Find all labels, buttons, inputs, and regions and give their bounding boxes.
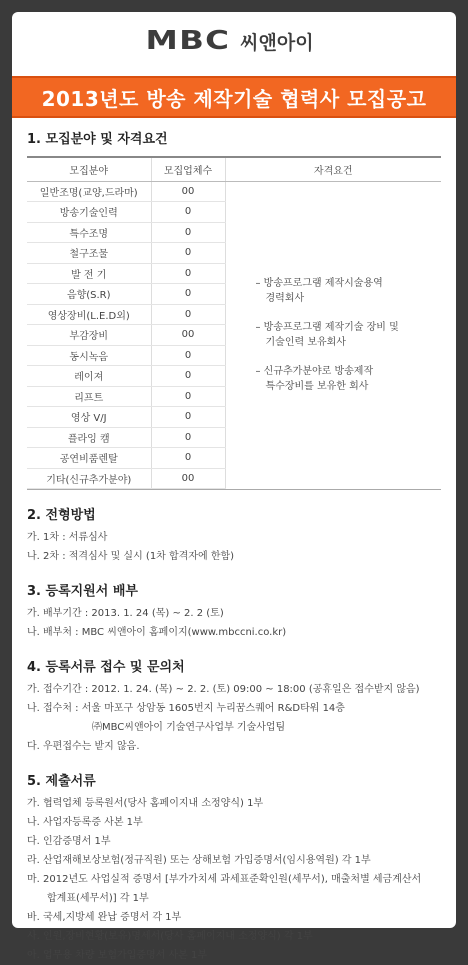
header-count: 모집업체수 xyxy=(151,158,225,181)
count-cell: 0 xyxy=(151,243,225,264)
field-cell: 영상장비(L.E.D외) xyxy=(27,304,151,325)
section-5-line: 라. 산업재해보상보험(정규직원) 또는 상해보험 가입증명서(임시용역원) 각 1부 xyxy=(27,855,371,866)
field-cell: 일반조명(교양,드라마) xyxy=(27,181,151,202)
count-cell: 0 xyxy=(151,304,225,325)
section-5-line: 사. 인원,장비현황(보유)명세서(당사 홈페이지내 소정양식) 각 1부 xyxy=(27,931,313,942)
requirement-item: – 방송프로그램 제작시술용역 경력회사 xyxy=(255,278,383,304)
section-3-line: 가. 배부기간 : 2013. 1. 24 (목) ~ 2. 2 (토) xyxy=(27,608,224,619)
section-1-title: 1. 모집분야 및 자격요건 xyxy=(27,132,168,147)
field-cell: 공연비품렌탈 xyxy=(27,448,151,469)
field-cell: 리프트 xyxy=(27,386,151,407)
requirements-cell xyxy=(225,181,441,489)
header-field: 모집분야 xyxy=(27,158,151,181)
section-5-line: 마. 2012년도 사업실적 증명서 [부가가치세 과세표준확인원(세무서), 매출처별 세금계산서 xyxy=(27,874,422,885)
count-cell: 0 xyxy=(151,427,225,448)
section-4 xyxy=(27,656,441,756)
title-banner xyxy=(12,76,456,118)
section-5-title: 5. 제출서류 xyxy=(27,774,96,789)
count-cell: 0 xyxy=(151,407,225,428)
section-5-line: 나. 사업자등록증 사본 1부 xyxy=(27,817,143,828)
section-5-line: 바. 국세,지방세 완납 증명서 각 1부 xyxy=(27,912,182,923)
section-2-title: 2. 전형방법 xyxy=(27,508,96,523)
field-cell: 동시녹음 xyxy=(27,345,151,366)
count-cell: 0 xyxy=(151,345,225,366)
notice-frame xyxy=(12,12,456,961)
section-3-title: 3. 등록지원서 배부 xyxy=(27,584,138,599)
section-3 xyxy=(27,580,441,642)
section-2-line: 나. 2차 : 적격심사 및 실시 (1차 합격자에 한함) xyxy=(27,551,235,562)
section-5-line: 가. 협력업체 등록원서(당사 홈페이지내 소정양식) 1부 xyxy=(27,798,264,809)
count-cell: 0 xyxy=(151,366,225,387)
count-cell: 0 xyxy=(151,448,225,469)
count-cell: 00 xyxy=(151,468,225,489)
count-cell: 0 xyxy=(151,386,225,407)
section-4-line: ㈜MBC씨앤아이 기술연구사업부 기술사업팀 xyxy=(92,722,286,733)
section-5-line: 아. 업무용 차량 보험가입증명서 사본 1부 xyxy=(27,950,207,961)
section-4-line: 나. 접수처 : 서울 마포구 상암동 1605번지 누리꿈스퀘어 R&D타워 14층 xyxy=(27,703,345,714)
section-4-title: 4. 등록서류 접수 및 문의처 xyxy=(27,660,185,675)
recruitment-table-wrap xyxy=(27,156,441,490)
mbc-logo-mark: MBC xyxy=(145,26,231,56)
section-2-line: 가. 1차 : 서류심사 xyxy=(27,532,108,543)
section-3-line: 나. 배부처 : MBC 씨앤아이 홈페이지(www.mbccni.co.kr) xyxy=(27,627,287,638)
count-cell: 0 xyxy=(151,222,225,243)
header-requirements: 자격요건 xyxy=(225,158,441,181)
field-cell: 특수조명 xyxy=(27,222,151,243)
section-5 xyxy=(27,770,441,965)
notice-title: 2013년도 방송 제작기술 협력사 모집공고 xyxy=(41,86,427,111)
count-cell: 0 xyxy=(151,284,225,305)
logo xyxy=(12,12,456,70)
field-cell: 방송기술인력 xyxy=(27,202,151,223)
recruitment-table xyxy=(27,158,441,489)
field-cell: 레이져 xyxy=(27,366,151,387)
section-4-line: 가. 접수기간 : 2012. 1. 24. (목) ~ 2. 2. (토) 09:00 ~ 18:00 (공휴일은 접수받지 않음) xyxy=(27,684,420,695)
section-4-line: 다. 우편접수는 받지 않음. xyxy=(27,741,140,752)
count-cell: 00 xyxy=(151,325,225,346)
recruitment-table-body xyxy=(27,181,441,489)
count-cell: 0 xyxy=(151,202,225,223)
field-cell: 영상 V/J xyxy=(27,407,151,428)
field-cell: 부감장비 xyxy=(27,325,151,346)
table-row xyxy=(27,181,441,202)
requirement-item: – 방송프로그램 제작기술 장비 및 기술인력 보유회사 xyxy=(255,322,399,348)
field-cell: 플라잉 캠 xyxy=(27,427,151,448)
field-cell: 발 전 기 xyxy=(27,263,151,284)
field-cell: 기타(신규추가분야) xyxy=(27,468,151,489)
section-5-line: 합계표(세무서)] 각 1부 xyxy=(47,893,149,904)
requirement-item: – 신규추가분야로 방송제작 특수장비를 보유한 회사 xyxy=(255,366,374,392)
logo-subtitle: 씨앤아이 xyxy=(240,31,314,54)
count-cell: 00 xyxy=(151,181,225,202)
count-cell: 0 xyxy=(151,263,225,284)
section-2 xyxy=(27,504,441,566)
notice-content xyxy=(27,118,441,965)
field-cell: 음향(S.R) xyxy=(27,284,151,305)
field-cell: 철구조물 xyxy=(27,243,151,264)
section-5-line: 다. 인감증명서 1부 xyxy=(27,836,111,847)
